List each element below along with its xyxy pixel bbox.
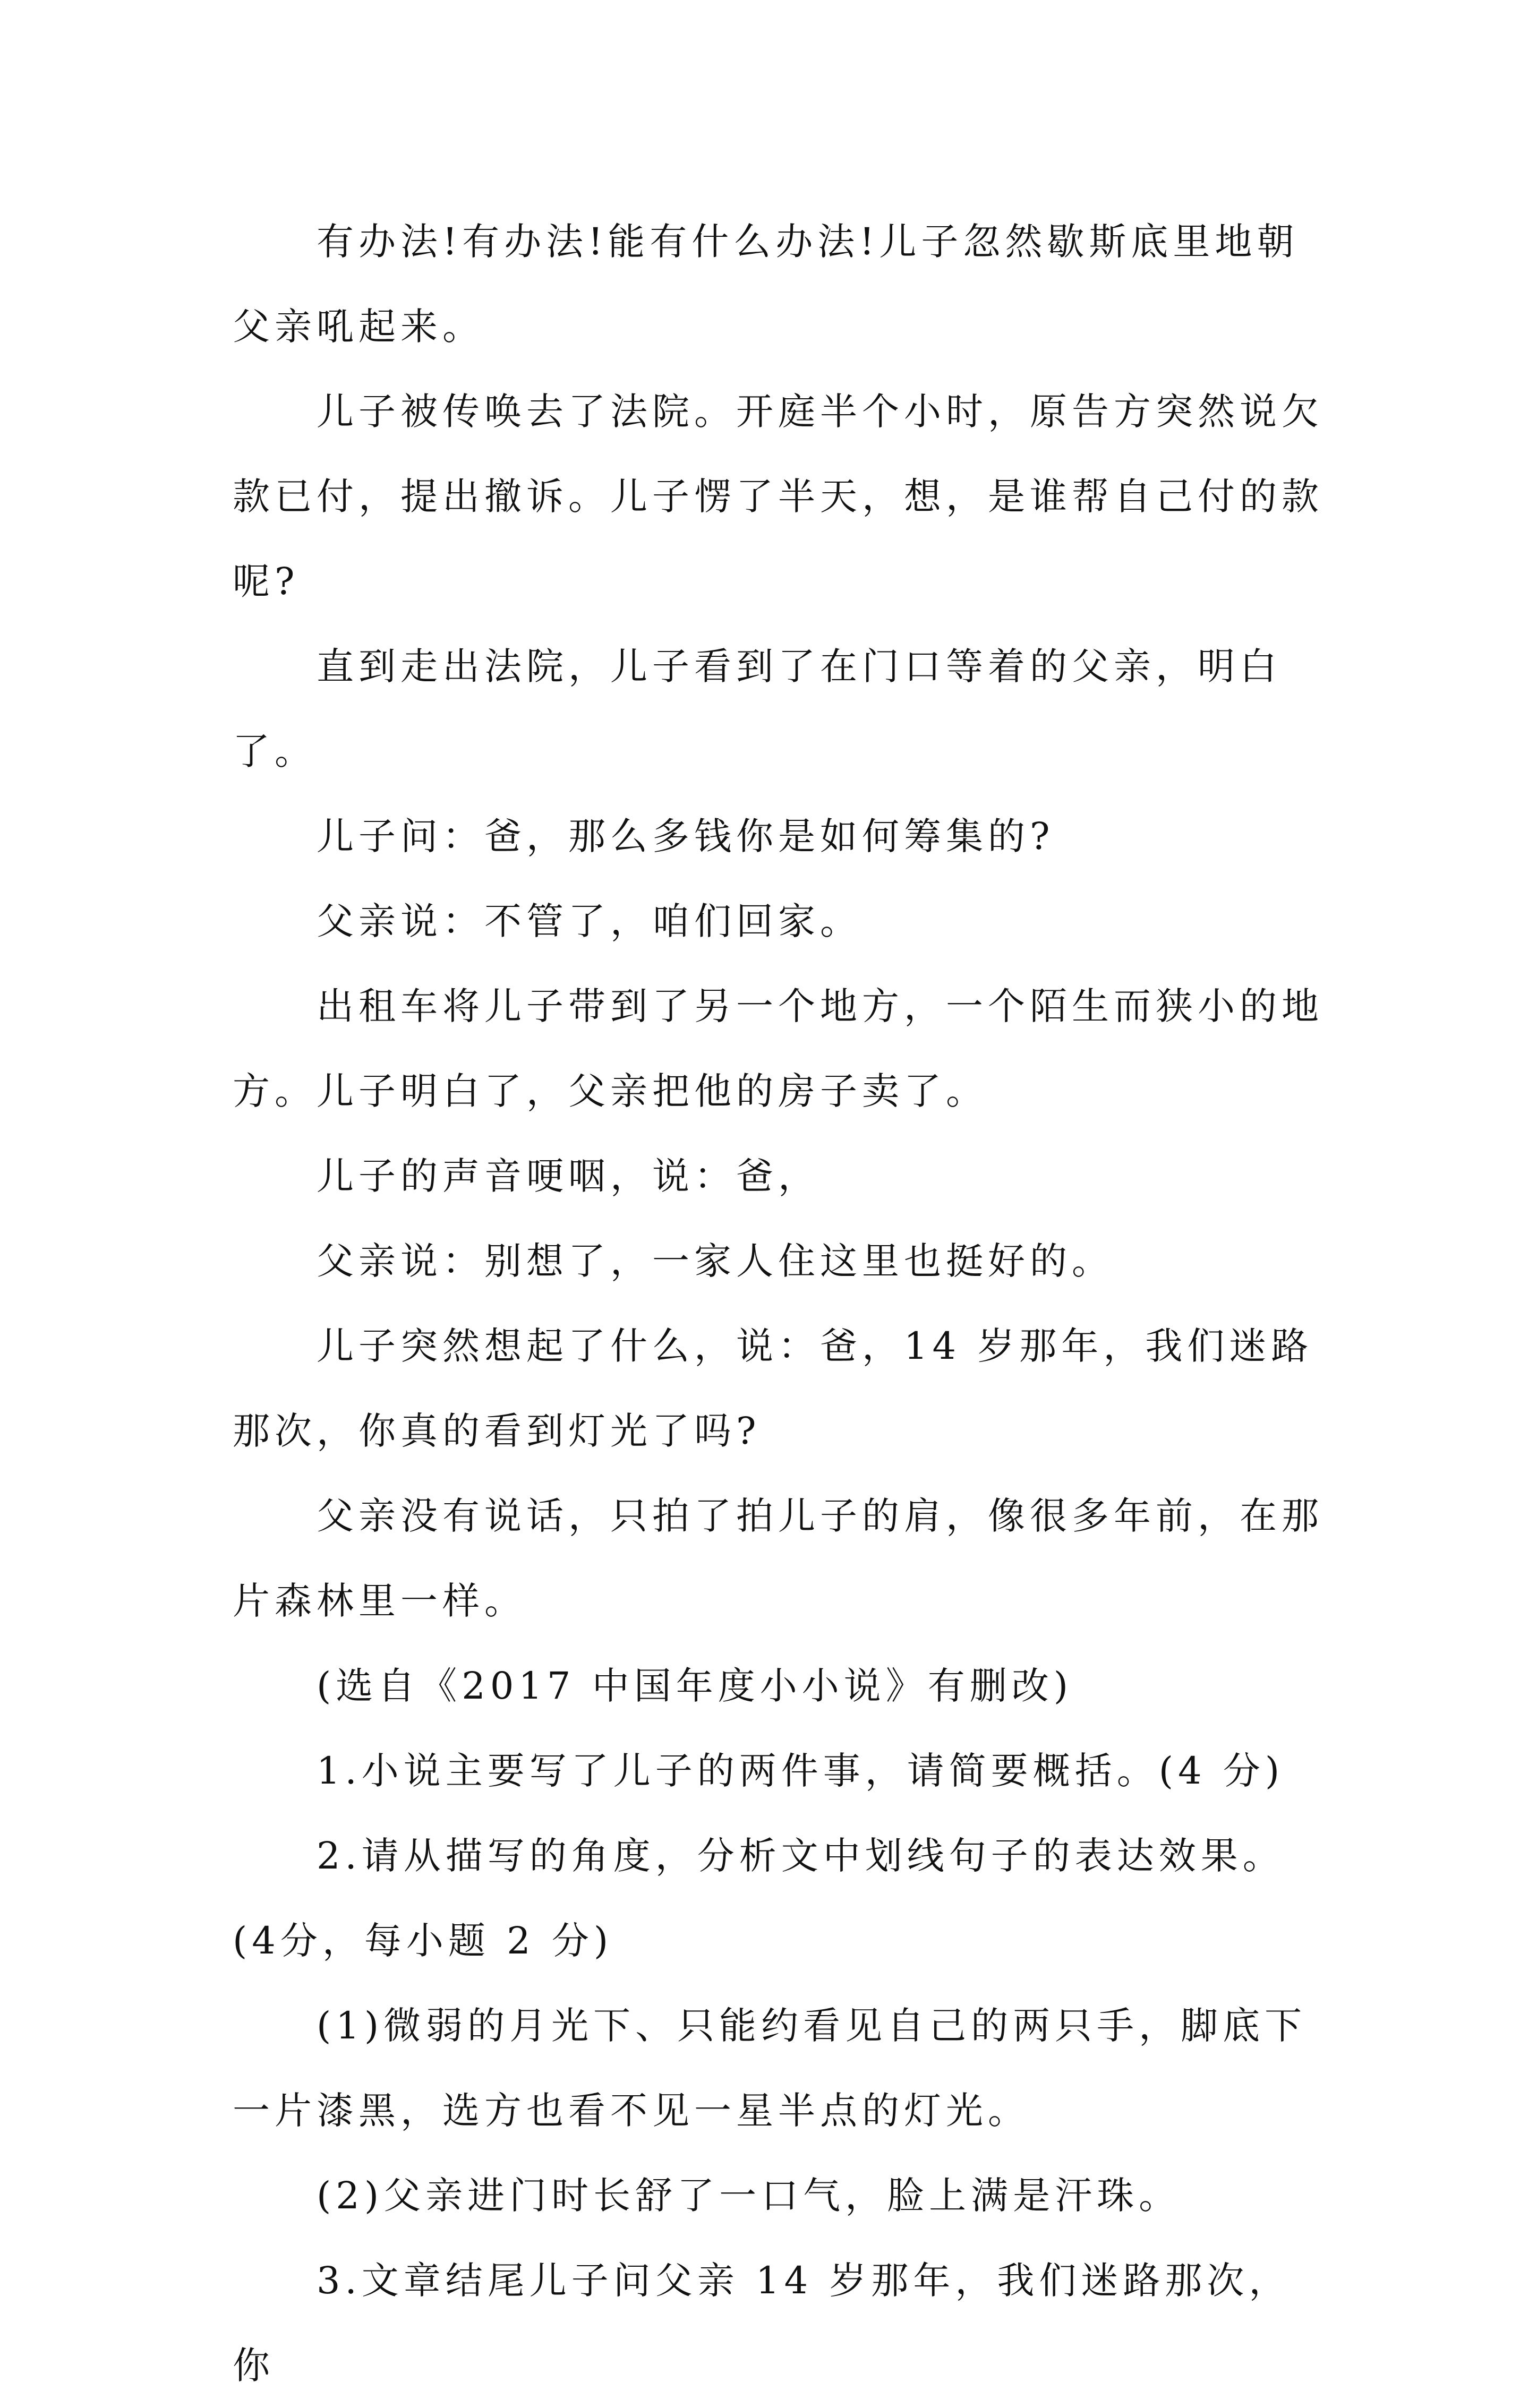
paragraph-father-reply: 父亲说：不管了，咱们回家。 xyxy=(317,899,862,943)
paragraph-court-summons: 儿子被传唤去了法院。开庭半个小时，原告方突然说欠款已付，提出撤诉。儿子愣了半天，想，是谁帮自己付的款呢? xyxy=(233,390,1323,603)
question-1: 1.小说主要写了儿子的两件事，请简要概括。(4 分) xyxy=(317,1749,1285,1793)
paragraph-taxi: 出租车将儿子带到了另一个地方，一个陌生而狭小的地方。儿子明白了，父亲把他的房子卖了。 xyxy=(233,984,1323,1113)
story-text xyxy=(233,199,1327,2408)
paragraph-son-question: 儿子问：爸，那么多钱你是如何筹集的? xyxy=(317,815,1055,858)
question-2-item-2: (2)父亲进门时长舒了一口气，脸上满是汗珠。 xyxy=(317,2174,1181,2217)
question-2-item-1: (1)微弱的月光下、只能约看见自己的两只手，脚底下一片漆黑，选方也看不见一星半点的灯光。 xyxy=(233,2004,1307,2132)
question-3: 3.文章结尾儿子问父亲 14 岁那年，我们迷路那次，你 xyxy=(233,2259,1291,2387)
paragraph-ending: 父亲没有说话，只拍了拍儿子的肩，像很多年前，在那片森林里一样。 xyxy=(233,1494,1323,1623)
paragraph-son-outburst: 有办法!有办法!能有什么办法!儿子忽然歇斯底里地朝父亲吼起来。 xyxy=(233,220,1299,348)
paragraph-leaving-court: 直到走出法院，儿子看到了在门口等着的父亲，明白了。 xyxy=(233,645,1282,773)
paragraph-son-memory: 儿子突然想起了什么，说：爸，14 岁那年，我们迷路那次，你真的看到灯光了吗? xyxy=(233,1324,1313,1453)
paragraph-son-choked: 儿子的声音哽咽，说：爸， xyxy=(317,1154,820,1198)
source-note: (选自《2017 中国年度小小说》有删改) xyxy=(317,1664,1073,1708)
paragraph-father-comfort: 父亲说：别想了，一家人住这里也挺好的。 xyxy=(317,1239,1114,1283)
question-2: 2.请从描写的角度，分析文中划线句子的表达效果。(4分，每小题 2 分) xyxy=(233,1834,1285,1963)
